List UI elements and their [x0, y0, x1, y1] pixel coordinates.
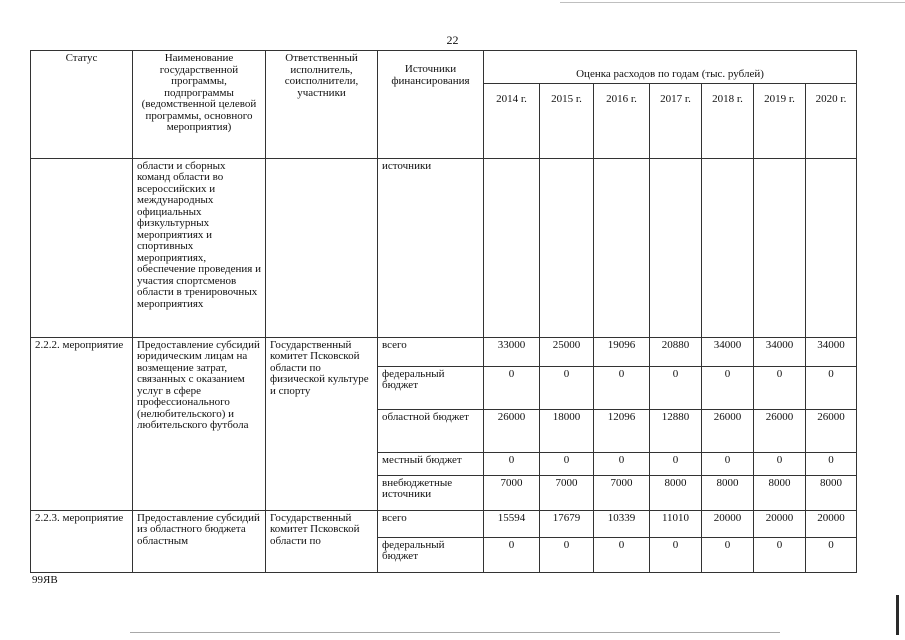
value-cell: 0	[594, 366, 650, 409]
value-cell: 34000	[702, 337, 754, 366]
value-cell: 0	[806, 537, 857, 572]
funding-source: федеральный бюджет	[378, 366, 484, 409]
funding-source: местный бюджет	[378, 452, 484, 475]
empty-cell	[754, 158, 806, 337]
header-executor: Ответственный исполнитель, соисполнители, участники	[266, 51, 378, 159]
scan-edge-mark	[896, 595, 899, 635]
year-header-2015: 2015 г.	[540, 83, 594, 158]
year-header-2014: 2014 г.	[484, 83, 540, 158]
header-program-name: Наименование государственной программы, подпрограммы (ведомственной целевой программы, основного мероприятия)	[133, 51, 266, 159]
value-cell: 8000	[806, 475, 857, 510]
value-cell: 0	[754, 366, 806, 409]
empty-cell	[650, 158, 702, 337]
value-cell: 0	[484, 537, 540, 572]
value-cell: 12880	[650, 409, 702, 452]
value-cell: 20000	[754, 510, 806, 537]
continuation-name: области и сборных команд области во всероссийских и международных официальных физкультурных мероприятиях и спортивных мероприятиях, обеспечение проведения и участия спортсменов области в тренировочных мероприятиях	[133, 158, 266, 337]
continuation-status	[31, 158, 133, 337]
block-program-name: Предоставление субсидий из областного бюджета областным	[133, 510, 266, 572]
document-code: 99ЯВ	[32, 574, 58, 586]
year-header-2016: 2016 г.	[594, 83, 650, 158]
block-executor: Государственный комитет Псковской области по	[266, 510, 378, 572]
block-status: 2.2.2. мероприятие	[31, 337, 133, 510]
value-cell: 0	[702, 537, 754, 572]
value-cell: 7000	[484, 475, 540, 510]
continuation-source: источники	[378, 158, 484, 337]
value-cell: 33000	[484, 337, 540, 366]
value-cell: 0	[806, 366, 857, 409]
header-status: Статус	[31, 51, 133, 159]
value-cell: 11010	[650, 510, 702, 537]
value-cell: 18000	[540, 409, 594, 452]
continuation-executor	[266, 158, 378, 337]
value-cell: 0	[540, 452, 594, 475]
value-cell: 8000	[754, 475, 806, 510]
value-cell: 25000	[540, 337, 594, 366]
scan-artifact-line	[130, 632, 780, 633]
value-cell: 0	[702, 366, 754, 409]
value-cell: 19096	[594, 337, 650, 366]
value-cell: 20000	[806, 510, 857, 537]
year-header-2017: 2017 г.	[650, 83, 702, 158]
value-cell: 0	[650, 537, 702, 572]
value-cell: 0	[806, 452, 857, 475]
table-row	[31, 337, 857, 366]
budget-table	[30, 50, 857, 573]
value-cell: 0	[540, 366, 594, 409]
funding-source: всего	[378, 510, 484, 537]
value-cell: 26000	[806, 409, 857, 452]
funding-source: областной бюджет	[378, 409, 484, 452]
value-cell: 0	[540, 537, 594, 572]
value-cell: 0	[484, 452, 540, 475]
value-cell: 0	[650, 452, 702, 475]
empty-cell	[484, 158, 540, 337]
value-cell: 0	[754, 452, 806, 475]
empty-cell	[806, 158, 857, 337]
header-row	[31, 51, 857, 84]
page-number: 22	[446, 33, 459, 47]
block-executor: Государственный комитет Псковской области по физической культуре и спорту	[266, 337, 378, 510]
empty-cell	[594, 158, 650, 337]
value-cell: 20880	[650, 337, 702, 366]
value-cell: 34000	[806, 337, 857, 366]
header-funding-sources: Источники финансирования	[378, 51, 484, 159]
value-cell: 20000	[702, 510, 754, 537]
value-cell: 26000	[484, 409, 540, 452]
empty-cell	[540, 158, 594, 337]
value-cell: 0	[484, 366, 540, 409]
table-row	[31, 510, 857, 537]
year-header-2020: 2020 г.	[806, 83, 857, 158]
funding-source: федеральный бюджет	[378, 537, 484, 572]
value-cell: 26000	[702, 409, 754, 452]
continuation-row	[31, 158, 857, 337]
value-cell: 8000	[702, 475, 754, 510]
value-cell: 17679	[540, 510, 594, 537]
value-cell: 0	[594, 452, 650, 475]
value-cell: 8000	[650, 475, 702, 510]
value-cell: 0	[650, 366, 702, 409]
value-cell: 10339	[594, 510, 650, 537]
header-expenses: Оценка расходов по годам (тыс. рублей)	[484, 51, 857, 84]
value-cell: 34000	[754, 337, 806, 366]
value-cell: 15594	[484, 510, 540, 537]
value-cell: 0	[754, 537, 806, 572]
block-program-name: Предоставление субсидий юридическим лицам на возмещение затрат, связанных с оказанием услуг в сфере профессионального (нелюбительского) и любительского футбола	[133, 337, 266, 510]
funding-source: всего	[378, 337, 484, 366]
year-header-2019: 2019 г.	[754, 83, 806, 158]
empty-cell	[702, 158, 754, 337]
scan-artifact-line	[560, 2, 905, 3]
value-cell: 12096	[594, 409, 650, 452]
funding-source: внебюджетные источники	[378, 475, 484, 510]
value-cell: 26000	[754, 409, 806, 452]
value-cell: 0	[702, 452, 754, 475]
value-cell: 7000	[594, 475, 650, 510]
value-cell: 0	[594, 537, 650, 572]
year-header-2018: 2018 г.	[702, 83, 754, 158]
block-status: 2.2.3. мероприятие	[31, 510, 133, 572]
value-cell: 7000	[540, 475, 594, 510]
